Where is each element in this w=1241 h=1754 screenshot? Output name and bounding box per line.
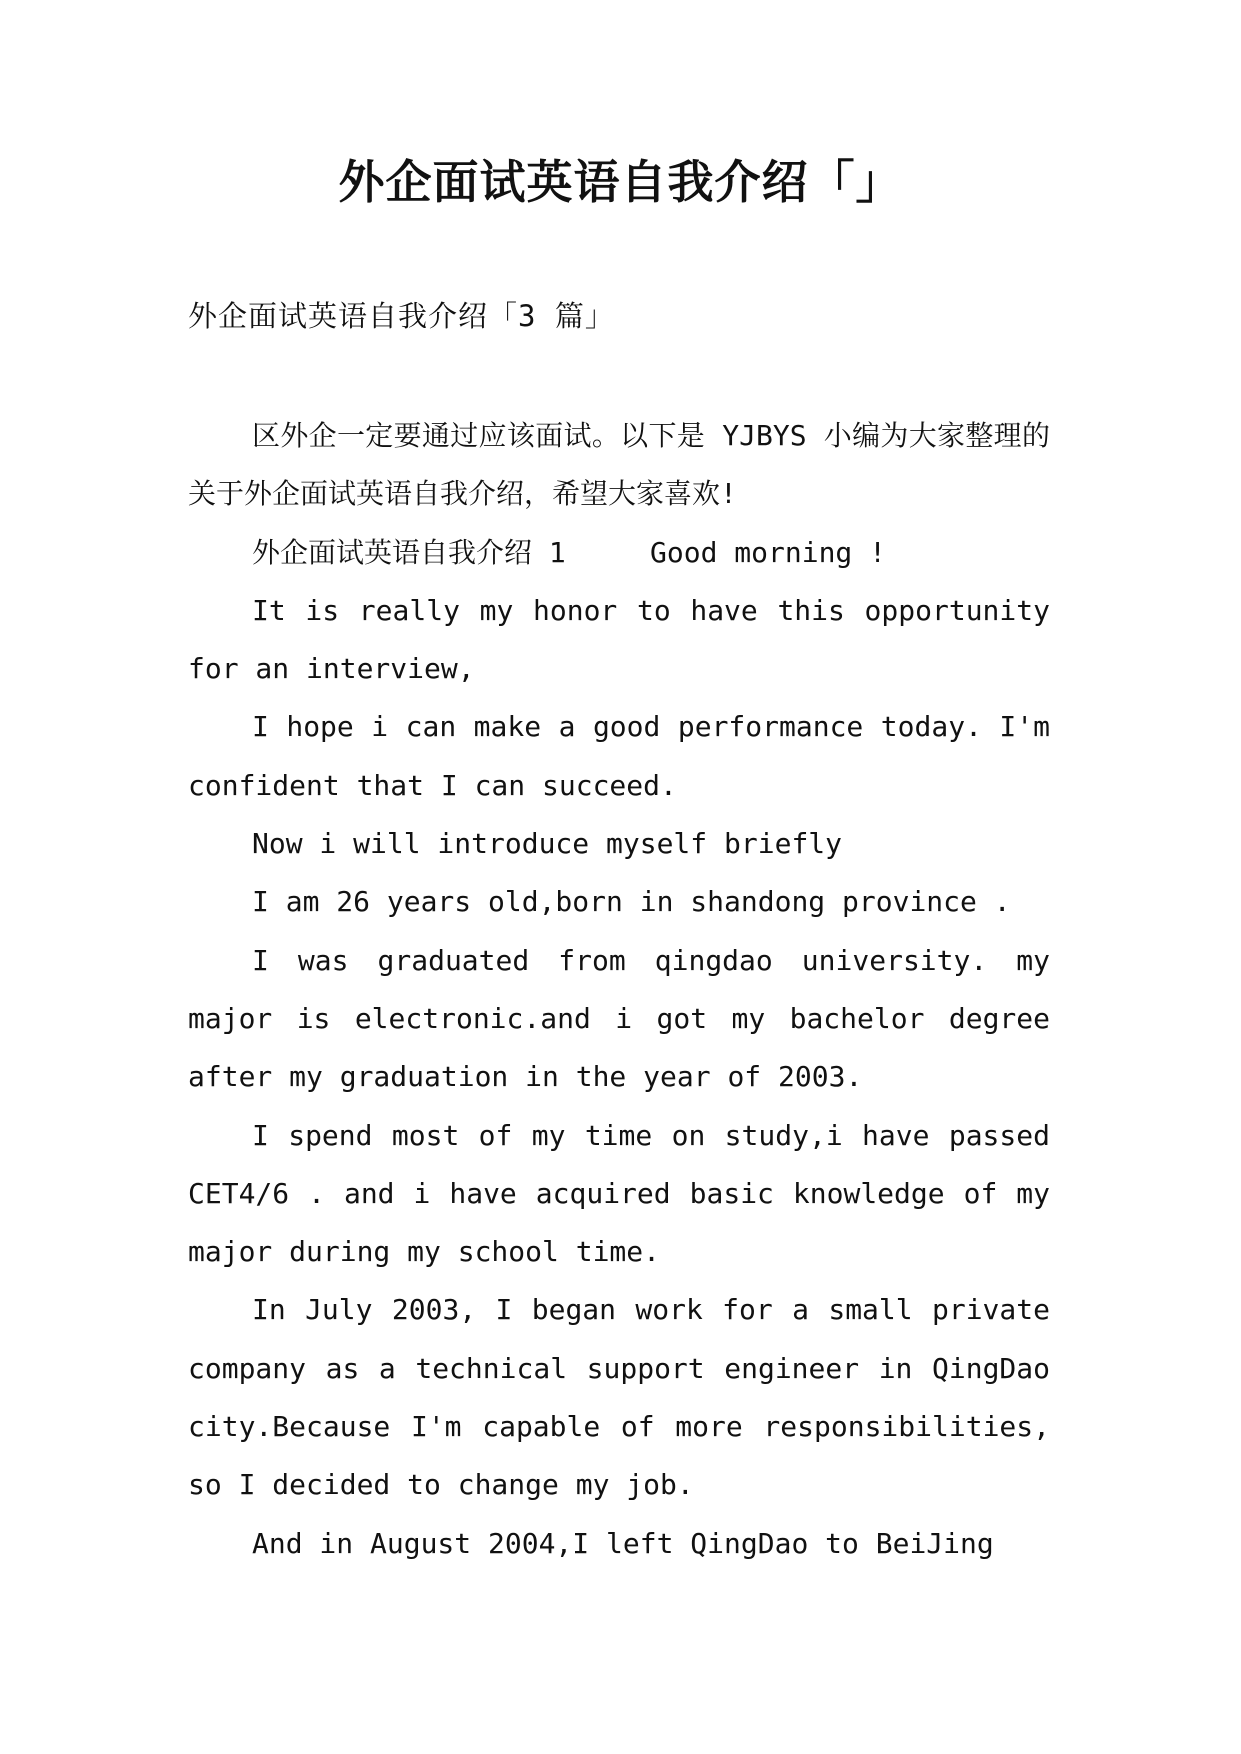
paragraph-intro: 区外企一定要通过应该面试。以下是 YJBYS 小编为大家整理的关于外企面试英语自我介绍，希望大家喜欢! xyxy=(188,419,1050,511)
paragraph: I was graduated from qingdao university. my major is electronic.and i got my bachelor degree after my graduation in the year of 2003. xyxy=(188,943,1050,1094)
paragraph: Now i will introduce myself briefly xyxy=(252,827,843,861)
paragraph: And in August 2004,I left QingDao to BeiJing xyxy=(252,1526,994,1560)
document-body xyxy=(188,407,1050,1573)
paragraph: I hope i can make a good performance today. I'm confident that I can succeed. xyxy=(188,710,1050,802)
paragraph: It is really my honor to have this opportunity for an interview, xyxy=(188,593,1050,686)
document-title: 外企面试英语自我介绍「」 xyxy=(338,155,903,209)
paragraph: In July 2003, I began work for a small private company as a technical support engineer in QingDao city.Because I'm capable of more responsibilities, so I decided to change my job. xyxy=(188,1293,1050,1502)
document-subtitle: 外企面试英语自我介绍「3 篇」 xyxy=(188,299,615,333)
paragraph: I am 26 years old,born in shandong province . xyxy=(252,885,1011,919)
paragraph-section-heading: 外企面试英语自我介绍 1 Good morning ! xyxy=(252,535,887,569)
paragraph: I spend most of my time on study,i have passed CET4/6 . and i have acquired basic knowledge of my major during my school time. xyxy=(188,1118,1050,1269)
